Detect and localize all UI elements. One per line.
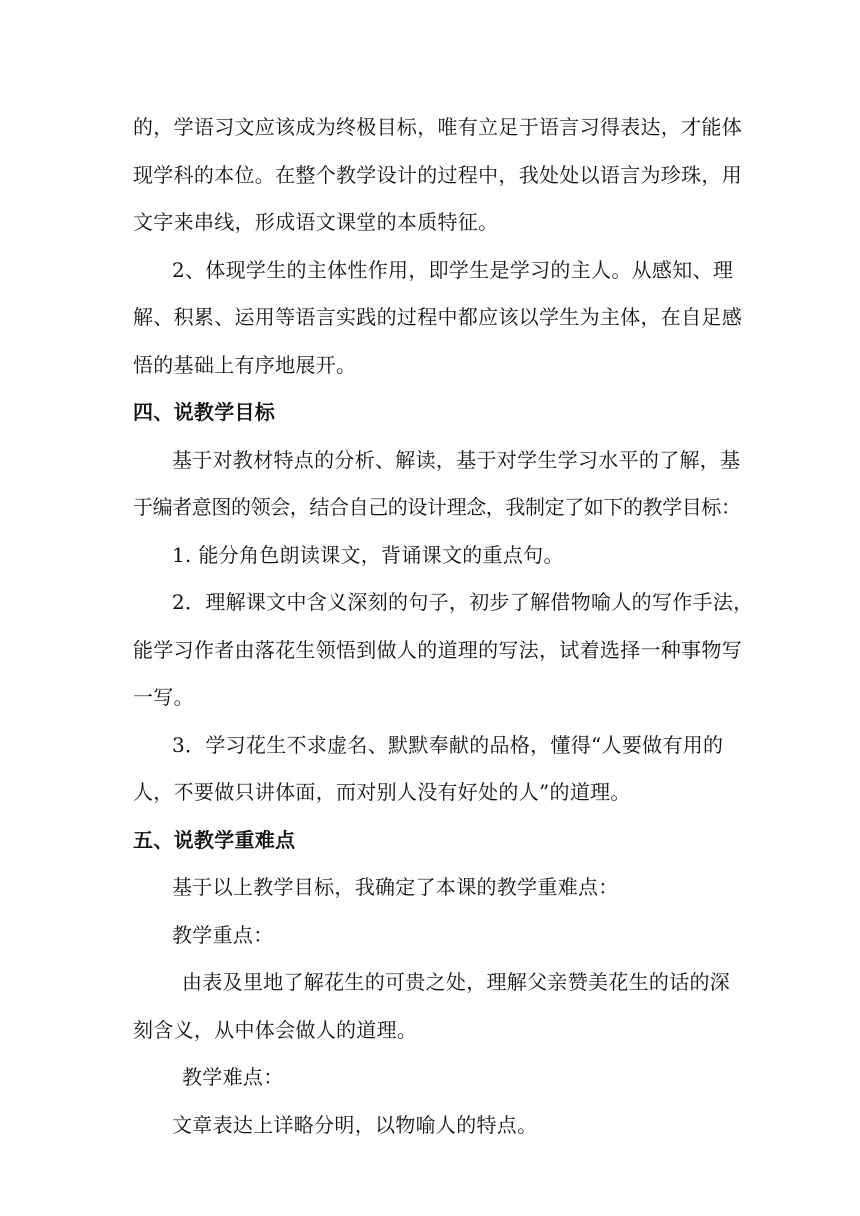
- text-line: 能学习作者由落花生领悟到做人的道理的写法，试着选择一种事物写: [133, 638, 742, 662]
- text-line: 的，学语习文应该成为终极目标，唯有立足于语言习得表达，才能体: [133, 115, 742, 139]
- section-heading-key-points: 五、说教学重难点: [133, 828, 296, 852]
- text-line: 文章表达上详略分明，以物喻人的特点。: [172, 1113, 538, 1137]
- text-line: 教学难点：: [182, 1065, 284, 1089]
- text-line: 悟的基础上有序地展开。: [133, 353, 357, 377]
- text-line: 人，不要做只讲体面，而对别人没有好处的人”的道理。: [133, 780, 631, 804]
- text-line: 基于以上教学目标，我确定了本课的教学重难点：: [172, 875, 619, 899]
- text-line: 由表及里地了解花生的可贵之处，理解父亲赞美花生的话的深: [182, 970, 731, 994]
- text-line: 文字来串线，形成语文课堂的本质特征。: [133, 210, 499, 234]
- text-line: 刻含义，从中体会做人的道理。: [133, 1018, 418, 1042]
- text-line: 基于对教材特点的分析、解读，基于对学生学习水平的了解，基: [172, 448, 741, 472]
- text-line: 2．理解课文中含义深刻的句子，初步了解借物喻人的写作手法，: [172, 590, 754, 614]
- text-line: 一写。: [133, 685, 194, 709]
- text-line: 2、体现学生的主体性作用，即学生是学习的主人。从感知、理: [172, 258, 734, 282]
- section-heading-objectives: 四、说教学目标: [133, 400, 276, 424]
- text-line: 3．学习花生不求虚名、默默奉献的品格，懂得“人要做有用的: [172, 733, 724, 757]
- text-line: 1. 能分角色朗读课文，背诵课文的重点句。: [172, 543, 564, 567]
- text-line: 于编者意图的领会，结合自己的设计理念，我制定了如下的教学目标：: [133, 495, 741, 519]
- text-line: 现学科的本位。在整个教学设计的过程中，我处处以语言为珍珠，用: [133, 163, 742, 187]
- text-line: 解、积累、运用等语言实践的过程中都应该以学生为主体，在自足感: [133, 305, 742, 329]
- text-line: 教学重点：: [172, 923, 274, 947]
